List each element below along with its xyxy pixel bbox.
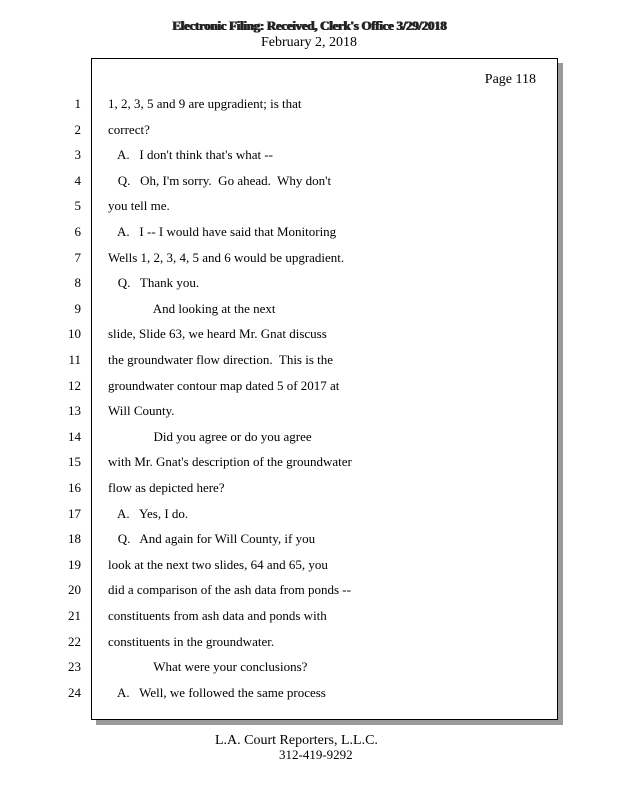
line-number: 9 xyxy=(74,300,81,316)
line-text: correct? xyxy=(108,121,150,137)
line-number: 13 xyxy=(68,403,81,419)
line-text: Q. Thank you. xyxy=(108,275,200,291)
line-text: A. Yes, I do. xyxy=(108,505,189,521)
line-number: 7 xyxy=(74,249,81,265)
line-number: 18 xyxy=(68,531,81,547)
line-text: Wells 1, 2, 3, 4, 5 and 6 would be upgradient. xyxy=(108,249,345,265)
line-number: 23 xyxy=(68,659,81,675)
line-number: 22 xyxy=(68,633,81,649)
line-number: 24 xyxy=(68,684,81,700)
line-number: 14 xyxy=(68,428,81,444)
line-text: A. Well, we followed the same process xyxy=(108,684,326,700)
line-text: And looking at the next xyxy=(108,300,276,316)
line-text: look at the next two slides, 64 and 65, you xyxy=(108,556,328,572)
line-number: 10 xyxy=(68,326,81,342)
line-number: 3 xyxy=(74,147,81,163)
line-number: 16 xyxy=(68,480,81,495)
reporter-company: L.A. Court Reporters, L.L.C. xyxy=(215,733,378,748)
line-text: groundwater contour map dated 5 of 2017 at xyxy=(108,377,340,393)
line-text: Q. Oh, I'm sorry. Go ahead. Why don't xyxy=(108,172,332,188)
line-text: you tell me. xyxy=(108,198,170,214)
line-text: A. I don't think that's what -- xyxy=(108,147,274,163)
line-number: 17 xyxy=(68,505,81,521)
line-text: slide, Slide 63, we heard Mr. Gnat discuss xyxy=(108,326,327,342)
line-number: 1 xyxy=(74,96,81,111)
line-number: 15 xyxy=(68,454,81,470)
reporter-phone: 312-419-9292 xyxy=(279,747,353,762)
line-text: with Mr. Gnat's description of the groundwater xyxy=(108,454,352,470)
transcript-date: February 2, 2018 xyxy=(260,35,358,50)
line-text: Q. And again for Will County, if you xyxy=(108,531,316,547)
line-text: Will County. xyxy=(108,403,175,419)
line-text: constituents from ash data and ponds with xyxy=(108,608,327,623)
line-number: 12 xyxy=(68,377,81,393)
line-text: constituents in the groundwater. xyxy=(108,633,275,649)
transcript-page xyxy=(68,58,558,720)
line-number: 8 xyxy=(74,275,81,291)
line-text: did a comparison of the ash data from ponds -- xyxy=(108,582,351,598)
line-number: 11 xyxy=(68,352,81,367)
line-number: 6 xyxy=(74,224,81,239)
filing-stamp: Electronic Filing: Received, Clerk's Office 3/29/2018 xyxy=(171,18,447,33)
line-text: 1, 2, 3, 5 and 9 are upgradient; is that xyxy=(108,96,302,111)
line-text: the groundwater flow direction. This is the xyxy=(108,352,334,367)
line-number: 19 xyxy=(68,556,81,572)
line-number: 5 xyxy=(74,198,81,214)
page-number: Page 118 xyxy=(484,72,536,87)
line-number: 20 xyxy=(68,582,81,598)
line-number: 2 xyxy=(74,121,81,137)
line-text: Did you agree or do you agree xyxy=(108,428,312,444)
line-number: 4 xyxy=(74,172,81,188)
line-text: flow as depicted here? xyxy=(108,480,225,495)
line-text: A. I -- I would have said that Monitoring xyxy=(108,224,337,239)
line-number: 21 xyxy=(68,608,81,623)
line-text: What were your conclusions? xyxy=(108,659,308,675)
